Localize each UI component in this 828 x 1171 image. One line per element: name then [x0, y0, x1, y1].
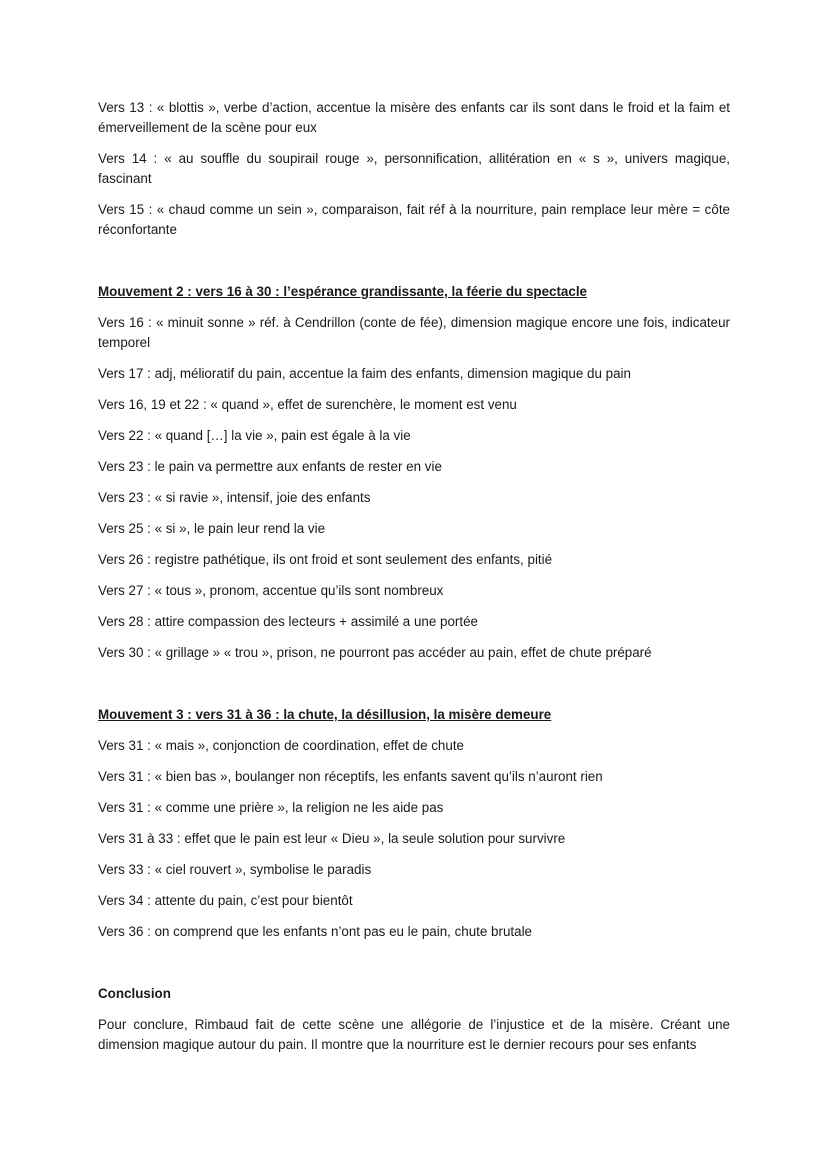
- verse-note: Vers 28 : attire compassion des lecteurs + assimilé a une portée: [98, 614, 478, 629]
- movement-3-heading: Mouvement 3 : vers 31 à 36 : la chute, la désillusion, la misère demeure: [98, 707, 552, 722]
- verse-note: Vers 34 : attente du pain, c’est pour bientôt: [98, 893, 353, 908]
- verse-note: Vers 33 : « ciel rouvert », symbolise le paradis: [98, 862, 372, 877]
- verse-note: Vers 31 à 33 : effet que le pain est leur « Dieu », la seule solution pour survivre: [98, 831, 566, 846]
- document-page: [98, 98, 730, 1066]
- verse-note: Vers 15 : « chaud comme un sein », comparaison, fait réf à la nourriture, pain remplace leur mère = côte réconfortante: [98, 202, 730, 237]
- verse-note: Vers 22 : « quand […] la vie », pain est égale à la vie: [98, 428, 411, 443]
- verse-note: Vers 16 : « minuit sonne » réf. à Cendrillon (conte de fée), dimension magique encore une fois, indicateur temporel: [98, 315, 730, 350]
- verse-note: Vers 23 : le pain va permettre aux enfants de rester en vie: [98, 459, 442, 474]
- verse-note: Vers 13 : « blottis », verbe d’action, accentue la misère des enfants car ils sont dans le froid et la faim et émerveillement de la scène pour eux: [98, 100, 730, 135]
- verse-note: Vers 30 : « grillage » « trou », prison, ne pourront pas accéder au pain, effet de chute préparé: [98, 645, 652, 660]
- verse-note: Vers 17 : adj, mélioratif du pain, accentue la faim des enfants, dimension magique du pain: [98, 366, 631, 381]
- verse-note: Vers 16, 19 et 22 : « quand », effet de surenchère, le moment est venu: [98, 397, 517, 412]
- conclusion-text: Pour conclure, Rimbaud fait de cette scène une allégorie de l’injustice et de la misère. Créant une dimension magique autour du pain. Il montre que la nourriture est le dernier recours pour ses enfants: [98, 1017, 730, 1052]
- verse-note: Vers 27 : « tous », pronom, accentue qu’ils sont nombreux: [98, 583, 444, 598]
- conclusion-heading: Conclusion: [98, 986, 171, 1001]
- verse-note: Vers 23 : « si ravie », intensif, joie des enfants: [98, 490, 371, 505]
- verse-note: Vers 36 : on comprend que les enfants n’ont pas eu le pain, chute brutale: [98, 924, 532, 939]
- verse-note: Vers 25 : « si », le pain leur rend la vie: [98, 521, 326, 536]
- movement-2-heading: Mouvement 2 : vers 16 à 30 : l’espérance grandissante, la féerie du spectacle: [98, 284, 587, 299]
- verse-note: Vers 26 : registre pathétique, ils ont froid et sont seulement des enfants, pitié: [98, 552, 553, 567]
- verse-note: Vers 31 : « mais », conjonction de coordination, effet de chute: [98, 738, 464, 753]
- verse-note: Vers 31 : « comme une prière », la religion ne les aide pas: [98, 800, 444, 815]
- verse-note: Vers 14 : « au souffle du soupirail rouge », personnification, allitération en « s », univers magique, fascinant: [98, 151, 730, 186]
- verse-note: Vers 31 : « bien bas », boulanger non réceptifs, les enfants savent qu’ils n’auront rien: [98, 769, 603, 784]
